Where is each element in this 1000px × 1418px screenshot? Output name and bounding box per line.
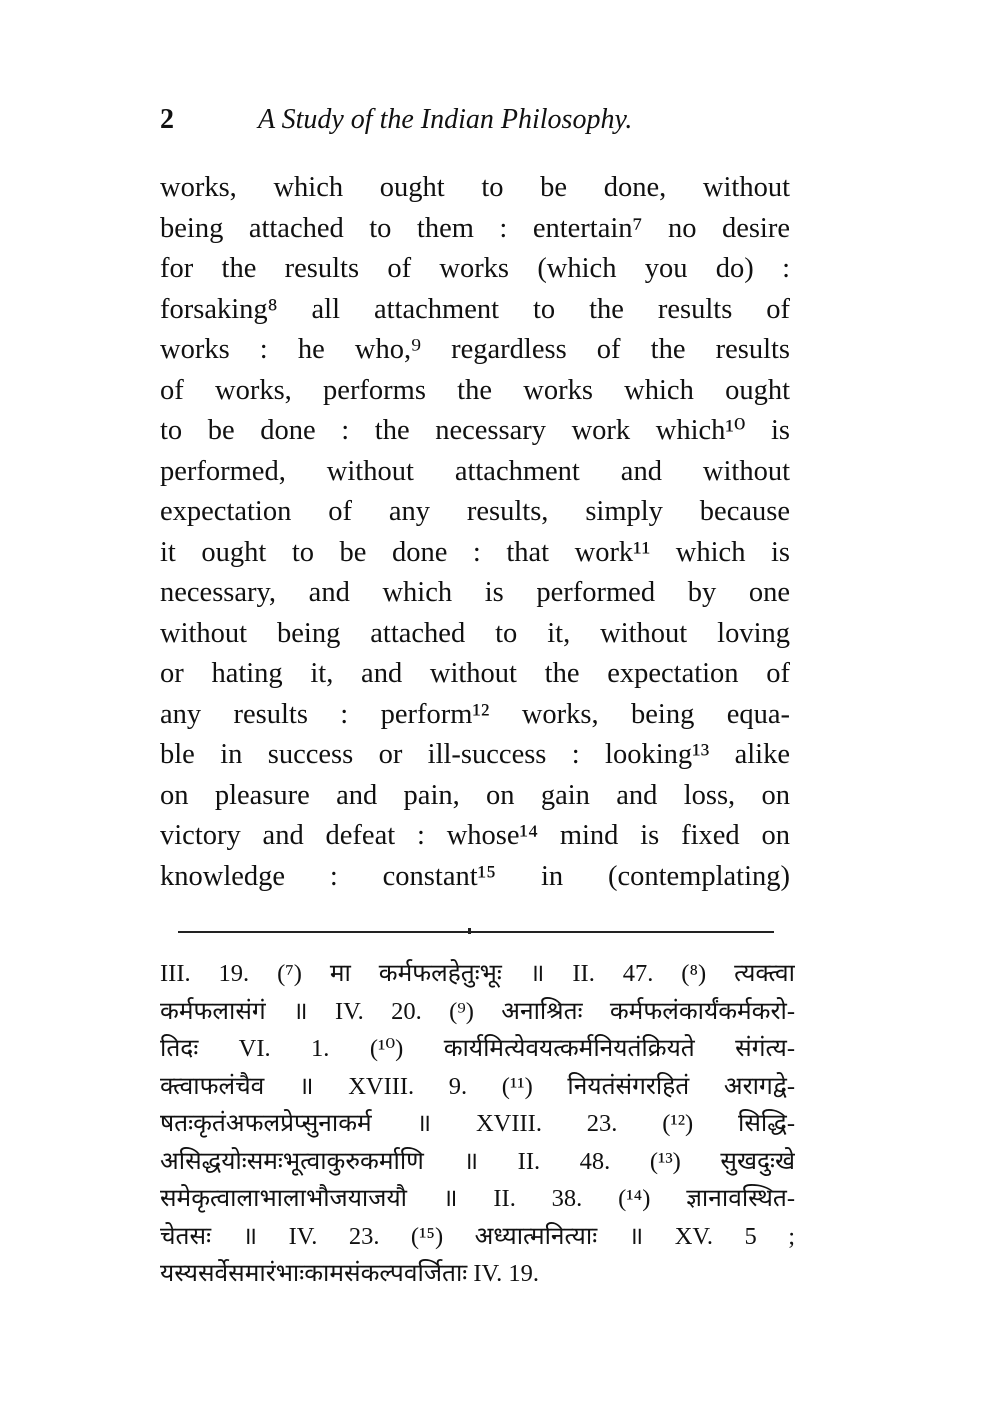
footnote-line: तिदः VI. 1. (¹⁰) कार्यमित्येवयत्कर्मनियतंक्रियते संगंत्य- xyxy=(160,1035,795,1062)
body-text xyxy=(160,168,790,897)
body-line: works, which ought to be done, without xyxy=(160,172,790,203)
body-line: being attached to them : entertain⁷ no desire xyxy=(160,212,790,244)
footnote-line: III. 19. (⁷) मा कर्मफलहेतुःभूः ॥ II. 47. (⁸) त्यक्त्वा xyxy=(160,960,795,987)
footnote-line: क्त्वाफलंचैव ॥ XVIII. 9. (¹¹) नियतंसंगरहितं अरागद्वे- xyxy=(160,1072,795,1100)
body-line: performed, without attachment and without xyxy=(160,455,790,487)
body-line: forsaking⁸ all attachment to the results of xyxy=(160,293,790,325)
body-line: or hating it, and without the expectation of xyxy=(160,658,790,689)
body-line: works : he who,⁹ regardless of the results xyxy=(160,334,790,365)
body-line: any results : perform¹² works, being equa- xyxy=(160,698,790,730)
body-line: to be done : the necessary work which¹⁰ is xyxy=(160,415,790,446)
body-line: ble in success or ill-success : looking¹³ alike xyxy=(160,739,790,770)
body-line: victory and defeat : whose¹⁴ mind is fixed on xyxy=(160,820,790,851)
body-line: of works, performs the works which ought xyxy=(160,374,790,406)
footnote-line: समेकृत्वालाभालाभौजयाजयौ ॥ II. 38. (¹⁴) ज्ञानावस्थित- xyxy=(160,1185,795,1212)
footnote-line: चेतसः ॥ IV. 23. (¹⁵) अध्यात्मनित्याः ॥ XV. 5 ; xyxy=(160,1222,795,1250)
body-line: on pleasure and pain, on gain and loss, on xyxy=(160,779,790,811)
footnote-line: षतःकृतंअफलप्रेप्सुनाकर्म ॥ XVIII. 23. (¹²) सिद्धि- xyxy=(160,1110,795,1137)
body-line: for the results of works (which you do) : xyxy=(160,253,790,284)
footnote-separator-mark xyxy=(468,928,471,934)
body-line: without being attached to it, without loving xyxy=(160,617,790,649)
footnote-line: असिद्धयोःसमःभूत्वाकुरुकर्माणि ॥ II. 48. (¹³) सुखदुःखे xyxy=(160,1147,795,1175)
footnote-separator-rule xyxy=(178,931,774,933)
footnotes xyxy=(160,955,795,1293)
footnote-line: यस्यसर्वेसमारंभाःकामसंकल्पवर्जिताः IV. 19. xyxy=(160,1260,539,1287)
footnote-line: कर्मफलासंगं ॥ IV. 20. (⁹) अनाश्रितः कर्मफलंकार्यंकर्मकरो- xyxy=(160,997,795,1025)
body-line: necessary, and which is performed by one xyxy=(160,577,790,608)
body-line: expectation of any results, simply because xyxy=(160,496,790,527)
body-line: it ought to be done : that work¹¹ which is xyxy=(160,536,790,568)
page-number: 2 xyxy=(160,104,174,135)
running-title: A Study of the Indian Philosophy. xyxy=(258,104,633,135)
page-header xyxy=(160,100,800,140)
body-line: knowledge : constant¹⁵ in (contemplating) xyxy=(160,860,790,892)
